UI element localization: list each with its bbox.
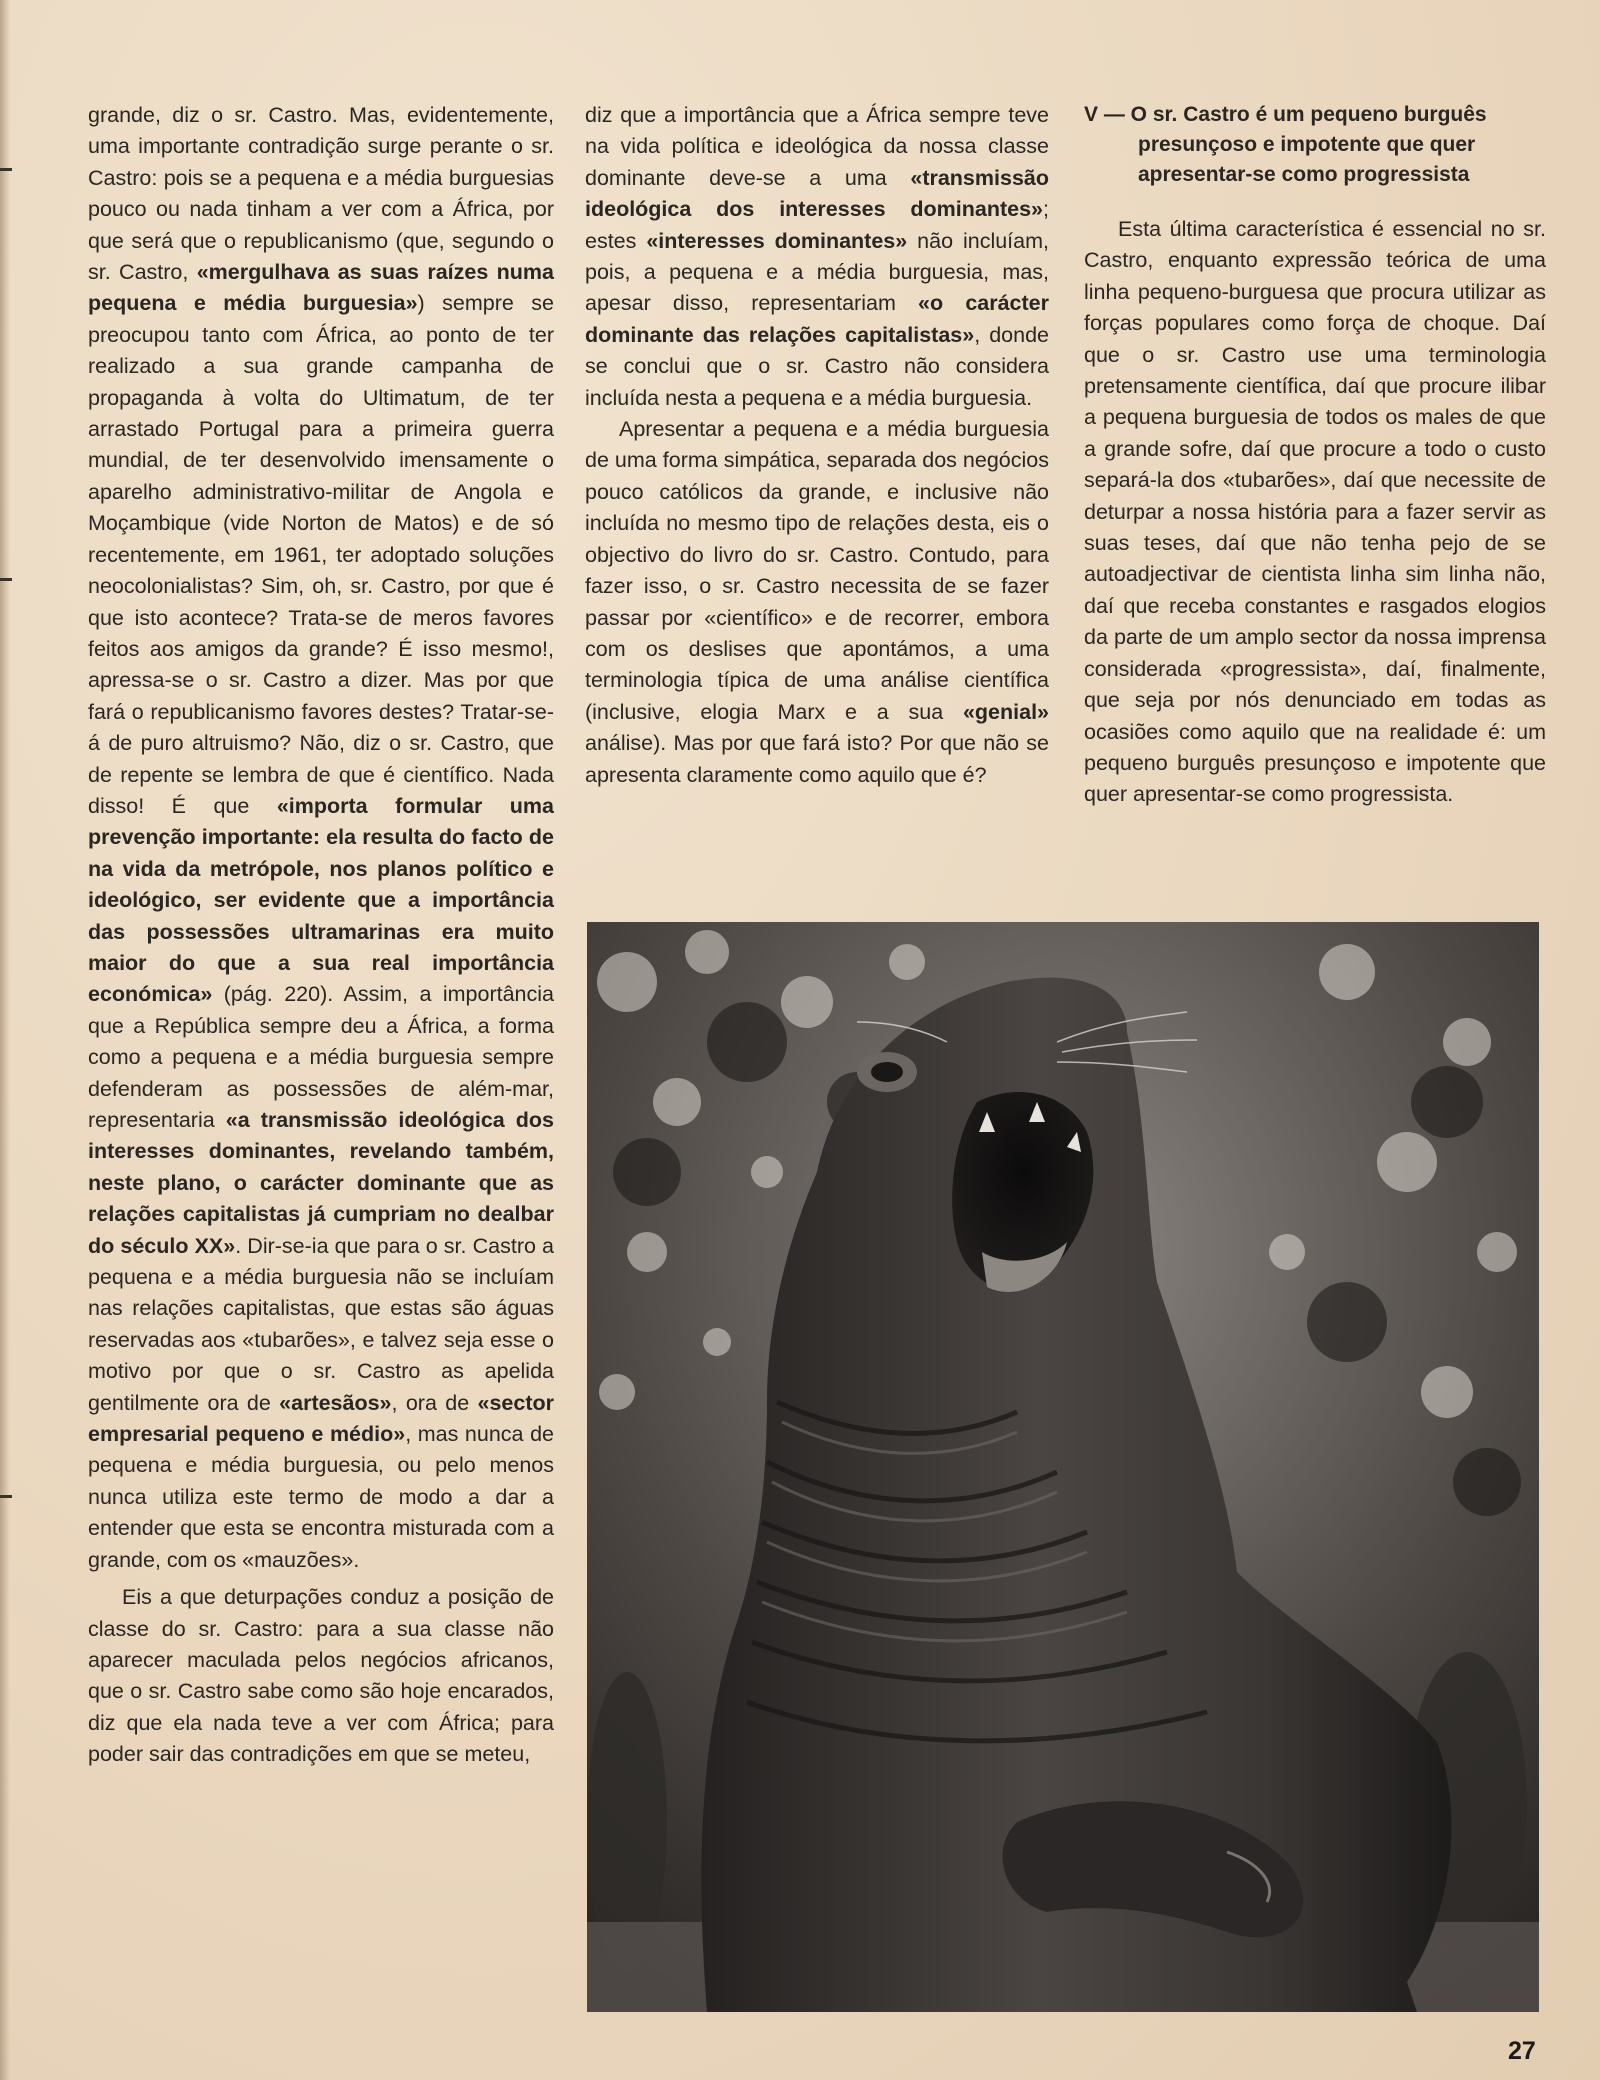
quoted-emphasis: «interesses dominantes» xyxy=(646,228,908,253)
binding-mark xyxy=(0,168,12,171)
text-run: , mas nunca de pequena e média burguesia, ou pelo menos nunca utiliza este termo de modo a dar a entender que esta se encontra misturada com a grande, com os «mauzões». xyxy=(88,1422,554,1572)
quoted-emphasis: «genial» xyxy=(962,699,1049,724)
quoted-emphasis: «a transmissão ideológica dos interesses dominantes, revelando também, neste plano, o carácter dominante que as relações capitalistas já cumpriam no dealbar do século XX» xyxy=(88,1108,554,1258)
text-run: Apresentar a pequena e a média burguesia de uma forma simpática, separada dos negócios pouco católicos da grande, e inclusive não incluída no mesmo tipo de relações desta, eis o objectivo do livro do sr. Castro. Contudo, para fazer isso, o sr. Castro necessita de se fazer passar por «científico» e de recorrer, embora com os deslises que apontámos, a uma terminologia típica de uma análise científica (inclusive, elogia Marx e a sua xyxy=(585,417,1049,724)
text-run: . Dir-se-ia que para o sr. Castro a pequena e a média burguesia não se incluíam nas relações capitalistas, que estas são águas reservadas aos «tubarões», e talvez seja esse o motivo por que o sr. Castro as apelida gentilmente ora de xyxy=(88,1233,554,1415)
quoted-emphasis: «o carácter dominante das relações capitalistas» xyxy=(585,291,1049,347)
page-edge-shadow xyxy=(0,0,10,2080)
text-run: análise). Mas por que fará isto? Por que não se apresenta claramente como aquilo que é? xyxy=(585,731,1049,787)
section-heading-line: apresentar-se como progressista xyxy=(1138,163,1470,186)
quoted-emphasis: «mergulhava as suas raízes numa pequena e média burguesia» xyxy=(88,260,554,316)
text-column-1 xyxy=(88,100,554,1771)
photo-illustration xyxy=(587,922,1539,2012)
paragraph xyxy=(88,100,554,1576)
section-heading xyxy=(1084,100,1546,190)
binding-mark xyxy=(0,1495,12,1498)
text-column-3 xyxy=(1084,100,1546,811)
section-heading-line: presunçoso e impotente que quer xyxy=(1138,133,1476,156)
text-run: ; estes xyxy=(585,197,1049,253)
text-run: , donde se conclui que o sr. Castro não considera incluída nesta a pequena e a média burguesia. xyxy=(585,322,1050,410)
paragraph: Esta última característica é essencial no sr. Castro, enquanto expressão teórica de uma linha pequeno-burguesa que procura utilizar as forças populares como força de choque. Daí que o sr. Castro use uma terminologia pretensamente científica, daí que procure ilibar a pequena burguesia de todos os males de que a grande sofre, daí que procure a todo o custo separá-la dos «tubarões», daí que necessite de deturpar a nossa história para a fazer servir as suas teses, daí que não tenha pejo de se autoadjectivar de cientista linha sim linha não, daí que receba constantes e rasgados elogios da parte de um amplo sector da nossa imprensa considerada «progressista», daí, finalmente, que seja por nós denunciado em todas as ocasiões como aquilo que na realidade é: um pequeno burguês presunçoso e impotente que quer apresentar-se como progressista. xyxy=(1084,217,1546,807)
quoted-emphasis: «sector empresarial pequeno e médio» xyxy=(88,1390,554,1447)
quoted-emphasis: «importa formular uma prevenção importante: ela resulta do facto de na vida da metrópole, nos planos político e ideológico, ser evidente que a importância das possessões ultramarinas era muito maior do que a sua real importância económica» xyxy=(88,793,554,1007)
section-heading-line: Castro é um pequeno burguês xyxy=(1183,103,1487,126)
section-heading-number: V — O sr. xyxy=(1084,103,1178,126)
sea-lion-statue-photo xyxy=(587,922,1539,2012)
text-run: , ora de xyxy=(391,1390,478,1415)
page-number: 27 xyxy=(1508,2037,1536,2065)
paragraph xyxy=(585,100,1049,414)
quoted-emphasis: «transmissão ideológica dos interesses dominantes» xyxy=(585,165,1049,222)
text-run: (pág. 220). Assim, a importância que a República sempre deu a África, a forma como a pequena e a média burguesia sempre defenderam as possessões de além-mar, representaria xyxy=(88,982,554,1132)
text-run: diz que a importância que a África sempre teve na vida política e ideológica da nossa classe dominante deve-se a uma xyxy=(585,103,1049,190)
binding-mark xyxy=(0,578,12,581)
text-run: não incluíam, pois, a pequena e a média burguesia, mas, apesar disso, representariam xyxy=(585,228,1049,316)
paragraph: Eis a que deturpações conduz a posição de classe do sr. Castro: para a sua classe não aparecer maculada pelos negócios africanos, que o sr. Castro sabe como são hoje encarados, diz que ela nada teve a ver com África; para poder sair das contradições em que se meteu, xyxy=(88,1585,554,1767)
text-run: ) sempre se preocupou tanto com África, ao ponto de ter realizado a sua grande campanha de propaganda à volta do Ultimatum, de ter arrastado Portugal para a primeira guerra mundial, de ter desenvolvido imensamente o aparelho administrativo-militar de Angola e Moçambique (vide Norton de Matos) e de só recentemente, em 1961, ter adoptado soluções neocolonialistas? Sim, oh, sr. Castro, por que é que isto acontece? Trata-se de meros favores feitos aos amigos da grande? É isso mesmo!, apressa-se o sr. Castro a dizer. Mas por que fará o republicanismo favores destes? Tratar-se-á de puro altruismo? Não, diz o sr. Castro, que de repente se lembra de que é científico. Nada disso! É que xyxy=(88,291,554,818)
text-column-2 xyxy=(585,100,1049,791)
paragraph xyxy=(585,414,1049,791)
quoted-emphasis: «artesãos» xyxy=(279,1390,392,1415)
text-run: grande, diz o sr. Castro. Mas, evidentemente, uma importante contradição surge perante o sr. Castro: pois se a pequena e a média burguesias pouco ou nada tinham a ver com a África, por que será que o republicanismo (que, segundo o sr. Castro, xyxy=(88,103,554,285)
